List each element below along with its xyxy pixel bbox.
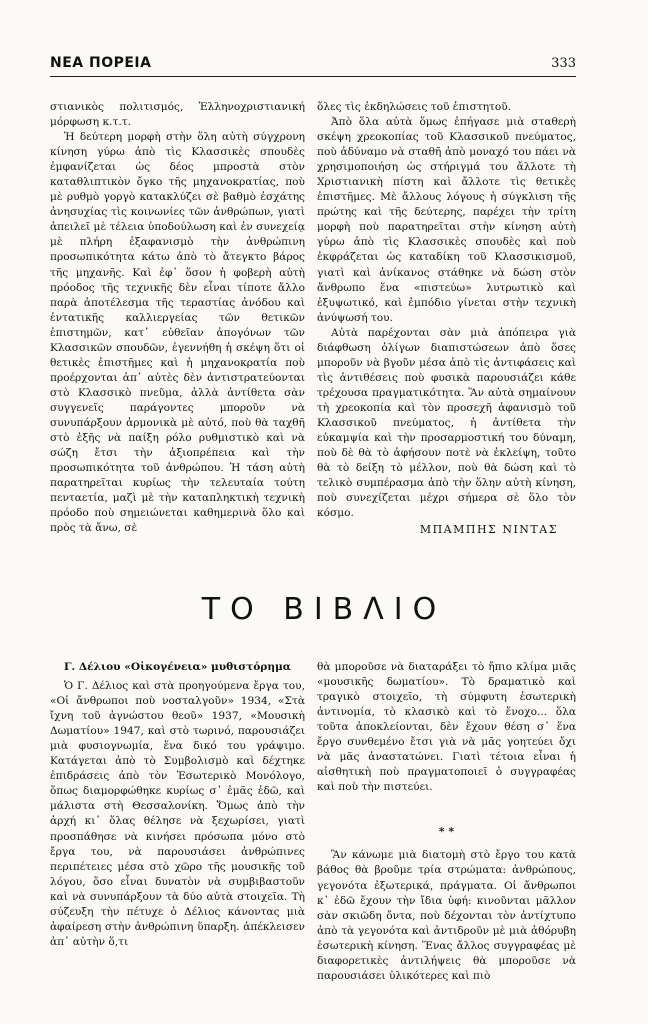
paragraph: Αὐτὰ παρέχονται σὰν μιὰ ἀπόπειρα γιὰ διάφθωση ὀλίγων διαπιστώσεων ἀπὸ ὅσες μποροῦν νὰ βγοῦν μέσα ἀπὸ τὶς ἀντιφάσεις καὶ τὶς ἀντιθέσεις ποὺ φυσικὰ παρουσιάζει κάθε τρέχουσα πραγματικότητα. Ἂν αὐτὰ σημαίνουν τὴ χρεοκοπία καὶ τὸν προσεχῆ ἀφανισμὸ τοῦ Κλασσικοῦ πνεύματος, ἡ ἀντίθετα τὴν εὐκαμψία καὶ τὴν προσαρμοστική του δύναμη, ποὺ δὲ θὰ τὸ ἀφήσουν ποτὲ νὰ ἐκλείψη, τοῦτο θὰ τὸ δείξη τὸ μέλλον, ποὺ θὰ δώση καὶ τὸ τελικὸ συμπέρασμα ἀπὸ τὴν ὅλην αὐτὴ κίνηση, ποὺ συνεχίζεται μέχρι σήμερα σὲ ὅλο τὸν κόσμο. bbox=[317, 326, 576, 520]
section-title: ΤΟ ΒΙΒΛΙΟ bbox=[201, 592, 447, 627]
paragraph: Ἂν κάνωμε μιὰ διατομὴ στὸ ἔργο του κατὰ βάθος θὰ βροῦμε τρία στρώματα: ἀνθρώπους, γεγονότα ἐξωτερικά, πράγματα. Οἱ ἄνθρωποι κ᾿ ἐδῶ ἔχουν τὴν ἴδια ὑφή: κινοῦνται μᾶλλον σὰν σκιῶδη ὄντα, ποὺ δέχονται τὸν ἀντίχτυπο ἀπὸ τὰ γεγονότα καὶ ἀντιδροῦν μὲ μιὰ ἀθόρυβη ἐσωτερικὴ κίνηση. Ἕνας ἄλλος συγγραφέας μὲ διαφορετικὲς ἀντιλήψεις θὰ μποροῦσε νὰ παρουσιάσει ὑλικότερες καὶ πιὸ bbox=[317, 849, 576, 982]
paragraph: Ὁ Γ. Δέλιος καὶ στὰ προηγούμενα ἔργα του, «Οἱ ἄνθρωποι ποὺ νοσταλγοῦν» 1934, «Στὰ ἴχνη τοῦ ἀγνώστου θεοῦ» 1937, «Μουσικὴ Δωματίου» 1947, καὶ στὸ τωρινό, παρουσιάζει μιὰ φυσιογνωμία, ἕνα δικό του γράψιμο. Κατάγεται ἀπὸ τὸ Συμβολισμὸ καὶ δέχτηκε ἐπιδράσεις ἀπὸ τὸν Ἐσωτερικὸ Μονόλογο, ὅπως διαμορφώθηκε κυρίως σ᾿ ἐμᾶς ἐδῶ, καὶ μάλιστα στὴ Θεσσαλονίκη. Ὅμως ἀπὸ τὴν ἀρχή κι᾿ ὅλας θέλησε νὰ ξεχωρίσει, γιατὶ προσπάθησε νὰ κινήσει πρόσωπα μόνο στὸ ἔργα του, νὰ παρουσιάσει ἀνθρώπινες περιπέτειες μέσα στὸ χῶρο τῆς μουσικῆς τοῦ λόγου, ὅσο εἶναι δυνατὸν νὰ συμβιβαστοῦν καὶ νὰ συνυπάρξουν τὰ δύο αὐτὰ στοιχεῖα. Τὴ σύζευξη τὴν πέτυχε ὁ Δέλιος κάνοντας μιὰ ἀφαίρεση στὴν ἀνθρώπινη ὕπαρξη. ἀπέκλεισεν ἀπ᾿ αὐτὴν ὅ,τι bbox=[50, 680, 305, 948]
paragraph: στιανικὸς πολιτισμός, Ἑλληνοχριστιανική μόρφωση κ.τ.τ. bbox=[50, 101, 305, 129]
paragraph: ὅλες τὶς ἐκδηλώσεις τοῦ ἐπιστητοῦ. bbox=[317, 101, 512, 113]
article-column-right bbox=[317, 100, 576, 537]
page-number: 333 bbox=[551, 56, 576, 71]
author-signature: ΜΠΑΜΠΗΣ ΝΙΝΤΑΣ bbox=[419, 523, 558, 537]
page-header bbox=[50, 55, 576, 77]
article-column-left bbox=[50, 100, 305, 536]
journal-title: ΝΕΑ ΠΟΡΕΙΑ bbox=[50, 55, 152, 71]
paragraph: Ἀπὸ ὅλα αὐτὰ ὅμως ἐπήγασε μιὰ σταθερὴ σκέψη χρεοκοπίας τοῦ Κλασσικοῦ πνεύματος, ποὺ ἀδύναμο νὰ σταθῆ ἀπὸ μοναχό του πάει νὰ χρησιμοποιήση ὡς στήριγμά του ἄλλοτε τὴ Χριστιανικὴ πίστη καὶ ἄλλοτε τὶς θετικὲς ἐπιστῆμες. Μὲ ἄλλους λόγους ἡ σύγκλιση τῆς πρώτης καὶ τῆς δεύτερης, παρέχει τὴν τρίτη μορφὴ ποὺ παρατηρεῖται στὴν κίνηση αὐτὴ γύρω ἀπὸ τὶς Κλασσικὲς σπουδὲς καὶ ποὺ ἐκφράζεται ὡς καταδίκη τοῦ Κλασσικισμοῦ, γιατὶ καὶ ἀνίκανος στάθηκε νὰ δώση στὸν ἄνθρωπο ἕνα «πιστεύω» λυτρωτικὸ καὶ ἐξυψωτικό, καὶ ἐμπόδιο γίνεται στὴν τεχνικὴ ἀνύψωσή του. bbox=[317, 116, 576, 324]
section-separator: * * bbox=[438, 825, 455, 839]
review-column-left bbox=[50, 660, 305, 950]
review-column-right bbox=[317, 660, 576, 984]
paragraph: Ἡ δεύτερη μορφὴ στὴν ὅλη αὐτὴ σύγχρονη κίνηση γύρω ἀπὸ τὶς Κλασσικὲς σπουδὲς ἐμφανίζεται ὡς δέος μπροστὰ στὸν καταθλιπτικὸν ὄγκο τῆς μηχανοκρατίας, ποὺ μὲ ρυθμὸ γοργὸ κατακλύζει σὲ βαθμὸ ἐσχάτης ἀνησυχίας τὶς κοινωνίες τῶν ἀνθρώπων, γιατὶ ἀπειλεῖ μὲ τέλεια ὑποδούλωση καὶ ἐν συνεχείᾳ μὲ πλήρη ἐξαφανισμὸ τὴν ἀνθρώπινη προσωπικότητα κάτω ἀπὸ τὸ ἄτεγκτο βάρος τῆς μηχανῆς. Καὶ ἐφ᾿ ὅσον ἡ φοβερὴ αὐτὴ πρόοδος τῆς τεχνικῆς δὲν εἶναι τίποτε ἄλλο παρὰ ἀποτέλεσμα τῆς τεραστίας ἀνόδου καὶ ἐντατικῆς καλλιεργείας τῶν θετικῶν ἐπιστημῶν, κατ᾿ εὐθεῖαν ἀπογόνων τῶν Κλασσικῶν σπουδῶν, ἐγεννήθη ἡ σκέψη ὅτι οἱ θετικὲς ἐπιστῆμες καὶ ἡ μηχανοκρατία ποὺ προέρχονται ἀπ᾿ αὐτὲς δὲν ἀντιστρατεύονται στὸ Κλασσικὸ πνεῦμα, ἀλλὰ ἀντίθετα σὰν συγγενεῖς παράγοντες μποροῦν νὰ συνυπάρξουν ἁρμονικὰ μὲ αὐτό, ποὺ θὰ ταχθῆ στὸ ἑξῆς νὰ παίξη ρόλο ρυθμιστικὸ καὶ νὰ σώζη ἔτσι τὴν ἀξιοπρέπεια καὶ τὴν προσωπικότητα τοῦ ἀνθρώπου. Ἡ τάση αὐτὴ παρατηρεῖται κυρίως τὴν τελευταία τούτη πενταετία, μαζὶ μὲ τὴν καταπληκτικὴ τεχνικὴ πρόοδο ποὺ σημειώνεται καθημερινὰ ὅλο καὶ πρὸς τὰ ἄνω, σὲ bbox=[50, 131, 305, 535]
paragraph: θὰ μποροῦσε νὰ διαταράξει τὸ ἤπιο κλίμα μιᾶς «μουσικῆς δωματίου». Τὸ δραματικὸ καὶ τραγικὸ στοιχεῖο, τὴ σύμφυτη ἐσωτερικὴ ἀντινομία, τὸ κλασικὸ καὶ τὸ ἔνοχο... ὅλα τοῦτα ἀποκλείονται, δὲν ἔχουν θέση σ᾿ ἕνα ἔργο συνθεμένο ἔτσι γιὰ νὰ μᾶς γοητεύει ὄχι νὰ μᾶς ἀναστατώνει. Γιατὶ τέτοια εἶναι ἡ αἰσθητικὴ ποὺ πραγματοποιεῖ ὁ συγγραφέας καὶ ποὺ τὴν πιστεύει. bbox=[317, 661, 576, 794]
review-heading: Γ. Δέλιου «Οἰκογένεια» μυθιστόρημα bbox=[64, 661, 291, 673]
